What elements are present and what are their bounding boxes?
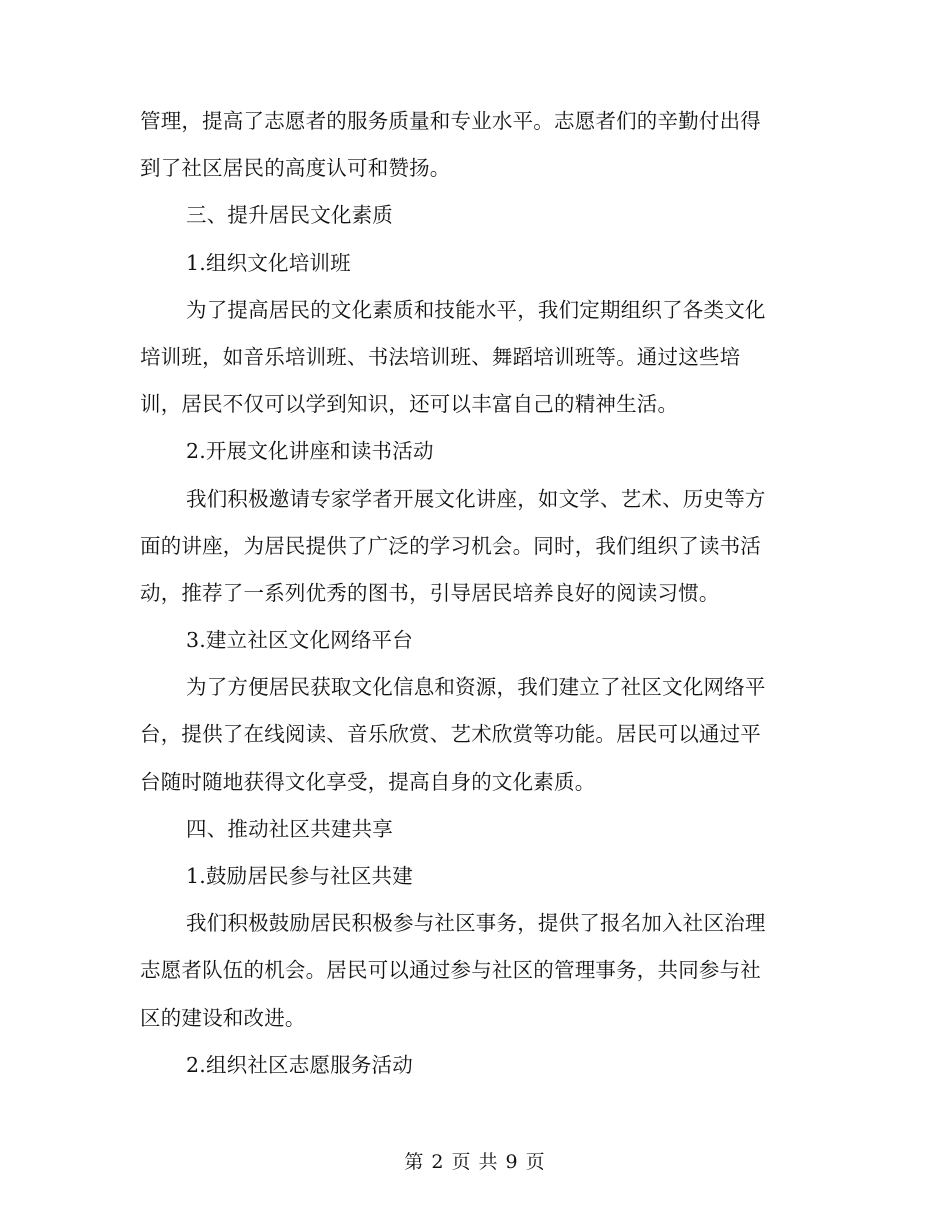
text-line: 管理，提高了志愿者的服务质量和专业水平。志愿者们的辛勤付出得 [140, 109, 761, 133]
text-line: 为了方便居民获取文化信息和资源，我们建立了社区文化网络平 [186, 675, 766, 700]
subsection-heading: 2.组织社区志愿服务活动 [186, 1052, 413, 1077]
text-line: 台随时随地获得文化享受，提高自身的文化素质。 [140, 769, 596, 794]
text-line: 我们积极邀请专家学者开展文化讲座，如文学、艺术、历史等方 [186, 486, 766, 511]
subsection-heading: 3.建立社区文化网络平台 [186, 628, 413, 653]
text-line: 动，推荐了一系列优秀的图书，引导居民培养良好的阅读习惯。 [140, 580, 720, 605]
section-heading: 三、提升居民文化素质 [186, 203, 393, 228]
page-number-footer: 第 2 页 共 9 页 [404, 1151, 546, 1173]
text-line: 培训班，如音乐培训班、书法培训班、舞蹈培训班等。通过这些培 [140, 344, 741, 369]
text-line: 为了提高居民的文化素质和技能水平，我们定期组织了各类文化 [186, 297, 766, 322]
section-heading: 四、推动社区共建共享 [186, 816, 393, 841]
text-line: 训，居民不仅可以学到知识，还可以丰富自己的精神生活。 [140, 392, 679, 417]
subsection-heading: 1.组织文化培训班 [186, 250, 351, 275]
subsection-heading: 1.鼓励居民参与社区共建 [186, 864, 413, 888]
text-line: 区的建设和改进。 [140, 1005, 306, 1030]
text-line: 面的讲座，为居民提供了广泛的学习机会。同时，我们组织了读书活 [140, 533, 761, 558]
document-body [140, 98, 800, 1089]
subsection-heading: 2.开展文化讲座和读书活动 [186, 439, 434, 464]
text-line: 到了社区居民的高度认可和赞扬。 [140, 156, 451, 181]
text-line: 台，提供了在线阅读、音乐欣赏、艺术欣赏等功能。居民可以通过平 [140, 722, 761, 747]
text-line: 志愿者队伍的机会。居民可以通过参与社区的管理事务，共同参与社 [140, 958, 761, 983]
text-line: 我们积极鼓励居民积极参与社区事务，提供了报名加入社区治理 [186, 911, 766, 936]
